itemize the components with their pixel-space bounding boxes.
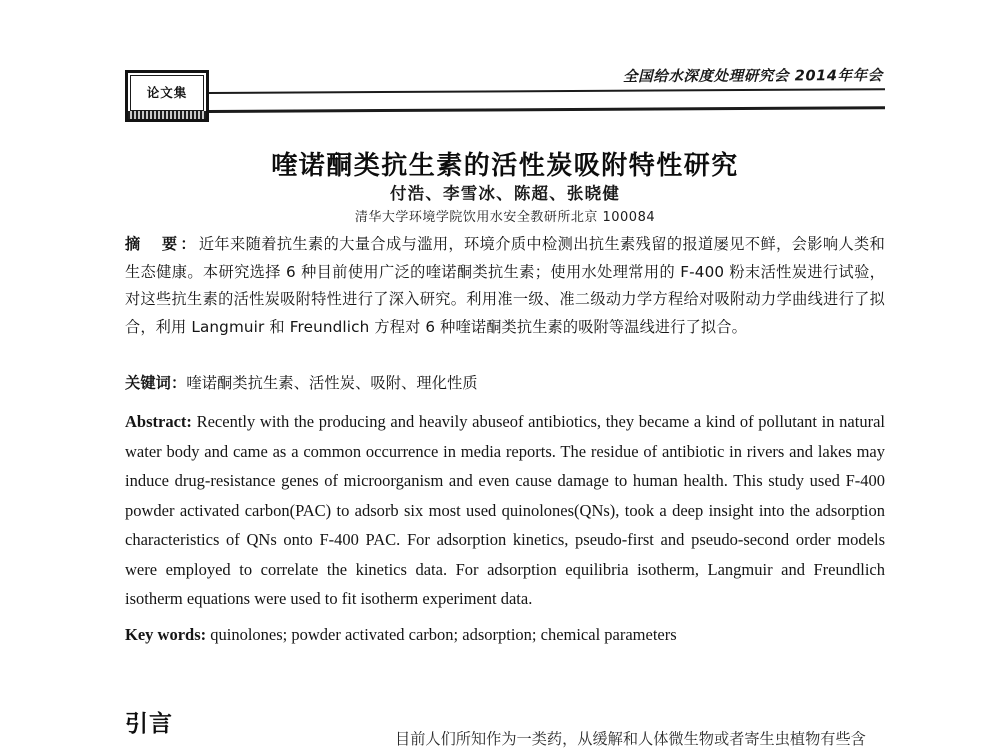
author-affiliation: 清华大学环境学院饮用水安全教研所北京 100084 [354,210,656,225]
conference-running-title: 全国给水深度处理研究会 2014年年会 [623,68,884,86]
english-keywords-label: Key words: [125,625,207,644]
badge-label: 论文集 [146,84,188,100]
chinese-keywords-label: 关键词： [125,374,187,392]
english-keywords [125,620,885,650]
proceedings-badge [125,70,209,122]
page-masthead [125,58,885,130]
masthead-rule-bottom [209,106,885,112]
badge-inner-frame [130,75,204,111]
english-keywords-value: quinolones; powder activated carbon; adsorption; chemical parameters [210,625,677,644]
english-abstract-body: Recently with the producing and heavily abuseof antibiotics, they became a kind of pollutant in natural water body and came as a common occurrence in media reports. The residue of antibiotic in rivers and lakes may induce drug-resistance genes of microorganism and even cause damage to human health. This study used F-400 powder activated carbon(PAC) to adsorb six most used quinolones(QNs), took a deep insight into the adsorption characteristics of QNs onto F-400 PAC. For adsorption kinetics, pseudo-first and pseudo-second order models were employed to correlate the kinetics data. For adsorption equilibria isotherm, Langmuir and Freundlich isotherm equations were used to fit isotherm experiment data. [125,412,885,608]
page-content [125,0,885,748]
masthead-rule-top [209,88,885,94]
badge-base-ornament [128,111,206,119]
chinese-keywords [125,370,885,396]
english-abstract [125,407,885,614]
section-heading-introduction: 引言 [125,711,173,738]
article-title: 喹诺酮类抗生素的活性炭吸附特性研究 [271,151,739,182]
chinese-abstract-body: 近年来随着抗生素的大量合成与滥用，环境介质中检测出抗生素残留的报道屡见不鲜，会影响人类和生态健康。本研究选择 6 种目前使用广泛的喹诺酮类抗生素；使用水处理常用的 F-400 粉末活性炭进行试验，对这些抗生素的活性炭吸附特性进行了深入研究。利用准一级、准二级动力学方程给对吸附动力学曲线进行了拟合，利用 Langmuir 和 Freundlich 方程对 6 种喹诺酮类抗生素的吸附等温线进行了拟合。 [125,235,885,336]
introduction-clipped-text: 目前人们所知作为一类药，从缓解和人体微生物或者寄生虫植物有些含 [395,730,866,748]
introduction-first-line-clipped [125,726,885,748]
chinese-keywords-value: 喹诺酮类抗生素、活性炭、吸附、理化性质 [186,374,478,392]
english-abstract-label: Abstract: [125,412,192,431]
masthead-rules [209,88,885,118]
chinese-abstract-label: 摘 要： [125,235,199,253]
chinese-abstract [125,231,885,341]
author-list: 付浩、李雪冰、陈超、张晓健 [389,184,621,203]
